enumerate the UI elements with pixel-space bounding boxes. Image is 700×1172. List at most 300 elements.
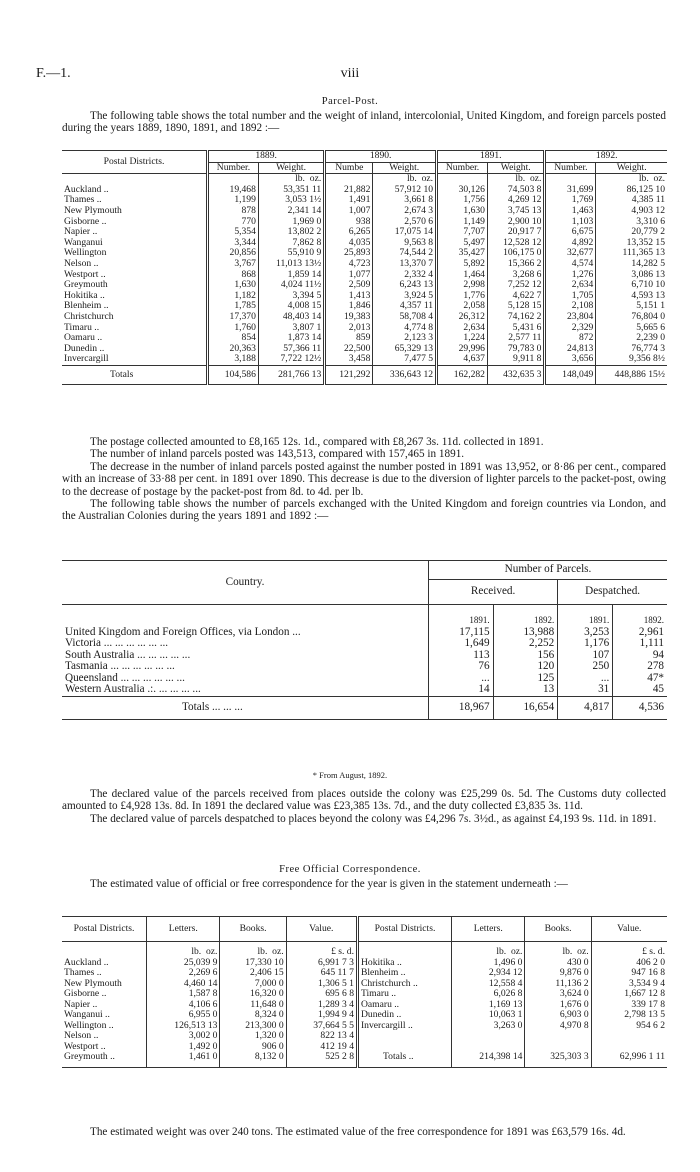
district-name: Napier .. [64, 226, 98, 238]
table-cell: 4,035 [325, 238, 373, 249]
table-cell: 13,988 [493, 627, 558, 639]
table-cell: 17,075 14 [373, 227, 437, 238]
table-row [62, 354, 667, 365]
table-cell: 2,123 3 [373, 333, 437, 344]
table-cell: 5,497 [437, 238, 488, 249]
district-name: Napier .. [64, 998, 98, 1010]
total-cell: 148,049 [545, 365, 596, 384]
district-name: Greymouth .. [64, 1051, 115, 1062]
table-cell: 1,306 5 1 [286, 979, 357, 990]
table-cell: 13,802 2 [258, 227, 324, 238]
table-cell: 1,630 [208, 280, 259, 291]
inland-parcels-paragraph: The number of inland parcels posted was 143,513, compared with 157,465 in 1891. [90, 448, 465, 461]
table-cell: 2,577 11 [487, 333, 544, 344]
country-name: United Kingdom and Foreign Offices, via London ... [65, 625, 301, 638]
parcel-intro-text: The following table shows the total number and the weight of inland, intercolonial, United Kingdom, and foreign parcels posted during the years 1889, 1890, 1891, and 1892 :— [62, 110, 666, 135]
table-cell: 2,108 [545, 301, 596, 312]
table-cell: 2,269 6 [147, 968, 220, 979]
table-cell: 11,013 13½ [258, 259, 324, 270]
col-despatched: Despatched. [558, 580, 667, 605]
table-cell: 21,882 [325, 185, 373, 196]
table-cell: 3,767 [208, 259, 259, 270]
totals-row [62, 365, 667, 384]
totals-label: Totals [110, 368, 134, 380]
table-cell: 13 [493, 684, 558, 696]
table-cell: 1,077 [325, 270, 373, 281]
district-name: Nelson .. [64, 1030, 99, 1041]
totals-label: Totals ... ... ... [182, 701, 243, 714]
table-cell: 6,026 8 [451, 989, 524, 1000]
year-label: 1891. [429, 605, 494, 627]
table-cell: 25,039 9 [147, 958, 220, 969]
table-cell: 1,176 [558, 638, 613, 650]
table-cell: 1,320 0 [220, 1031, 286, 1042]
table-cell: 3,268 6 [487, 270, 544, 281]
table-cell: 4,460 14 [147, 979, 220, 990]
table-cell: 65,329 13 [373, 344, 437, 355]
table-cell: 12,558 4 [451, 979, 524, 990]
table-cell: 15,366 2 [487, 259, 544, 270]
table-cell: 1,289 3 4 [286, 1000, 357, 1011]
table-cell [591, 1031, 667, 1042]
table-cell: 278 [613, 661, 667, 673]
table-cell: 1,630 [437, 206, 488, 217]
table-row [62, 989, 667, 1000]
table-cell: 2,013 [325, 323, 373, 334]
year-label: 1891. [558, 605, 613, 627]
table-cell: 2,934 12 [451, 968, 524, 979]
country-name: Western Australia .:. ... ... ... ... [65, 683, 201, 696]
table-cell: 53,351 11 [258, 185, 324, 196]
district-name: Wanganui [64, 236, 103, 248]
table-cell: 1,169 13 [451, 1000, 524, 1011]
table-cell: 7,252 12 [487, 280, 544, 291]
table-row [62, 684, 667, 696]
table-cell: 4,574 [545, 259, 596, 270]
district-name: Nelson .. [64, 257, 99, 269]
table-cell: 3,458 [325, 354, 373, 365]
col-value: Value. [591, 917, 667, 942]
table-cell: 1,760 [208, 323, 259, 334]
free-intro-text: The estimated value of official or free correspondence for the year is given in the statement underneath :— [90, 878, 568, 890]
table-cell: 120 [493, 661, 558, 673]
parcel-post-title: Parcel-Post. [321, 96, 379, 107]
table-cell: 1,224 [437, 333, 488, 344]
table-cell: 106,175 0 [487, 248, 544, 259]
sub-weight: Weight. [596, 162, 667, 174]
table-cell: 4,723 [325, 259, 373, 270]
table-cell: 47* [613, 673, 667, 685]
district-name: Westport .. [64, 1040, 106, 1052]
table-cell: 2,900 10 [487, 217, 544, 228]
table-cell: 14 [429, 684, 494, 696]
table-cell: 525 2 8 [286, 1052, 357, 1063]
table-cell: 339 17 8 [591, 1000, 667, 1011]
district-name: Blenheim .. [357, 968, 451, 979]
table-cell: 6,710 10 [596, 280, 667, 291]
table-cell: ... [558, 673, 613, 685]
closing-paragraph [62, 1126, 666, 1138]
table-cell: 1,873 14 [258, 333, 324, 344]
table-cell: 16,320 0 [220, 989, 286, 1000]
sub-number: Number. [208, 162, 259, 174]
table-cell: 6,243 13 [373, 280, 437, 291]
table-cell [451, 1063, 524, 1068]
parcel-intro [62, 110, 666, 135]
table-cell: 76 [429, 661, 494, 673]
table-cell: 4,008 15 [258, 301, 324, 312]
total-cell: 62,996 1 11 [591, 1052, 667, 1063]
table-cell: 31,699 [545, 185, 596, 196]
table-cell: 2,239 0 [596, 333, 667, 344]
table-cell: 7,477 5 [373, 354, 437, 365]
table-cell: 822 13 4 [286, 1031, 357, 1042]
table-cell [451, 1031, 524, 1042]
district-name: Wellington .. [64, 1019, 114, 1031]
table-cell: 695 6 8 [286, 989, 357, 1000]
year-label: 1892. [493, 605, 558, 627]
table-cell: 5,128 15 [487, 301, 544, 312]
table-cell: 7,707 [437, 227, 488, 238]
table-cell: 2,674 3 [373, 206, 437, 217]
table-cell: 4,269 12 [487, 195, 544, 206]
unit-label: £ s. d. [591, 942, 667, 958]
table-cell: 24,813 [545, 344, 596, 355]
district-name: Dunedin .. [64, 342, 105, 354]
table-cell: 111,365 13 [596, 248, 667, 259]
totals-row [62, 697, 667, 720]
table-cell: 406 2 0 [591, 958, 667, 969]
col-year-1889: 1889. [208, 151, 325, 163]
district-name: Timaru .. [357, 989, 451, 1000]
table-cell: 1,667 12 8 [591, 989, 667, 1000]
table-cell: 55,910 9 [258, 248, 324, 259]
district-name: Christchurch [64, 310, 114, 322]
unit-label: lb. oz. [147, 942, 220, 958]
table-cell: 4,385 11 [596, 195, 667, 206]
table-cell: 20,856 [208, 248, 259, 259]
district-name: Auckland .. [64, 956, 109, 968]
col-year-1890: 1890. [325, 151, 437, 163]
table-cell: 2,798 13 5 [591, 1010, 667, 1021]
table-cell: 6,955 0 [147, 1010, 220, 1021]
table-cell: 17,115 [429, 627, 494, 639]
table-cell [525, 1031, 591, 1042]
table-cell: 25,893 [325, 248, 373, 259]
table-cell: 74,503 8 [487, 185, 544, 196]
table-row [62, 1031, 667, 1042]
table-cell: 1,859 14 [258, 270, 324, 281]
table-cell: 57,912 10 [373, 185, 437, 196]
total-cell: 16,654 [493, 697, 558, 720]
table-cell: 1,492 0 [147, 1042, 220, 1053]
district-name: Invercargill .. [357, 1021, 451, 1032]
table-cell: 3,053 1½ [258, 195, 324, 206]
table-cell: 1,776 [437, 291, 488, 302]
table-cell: 430 0 [525, 958, 591, 969]
table-cell: 412 19 4 [286, 1042, 357, 1053]
total-cell: 162,282 [437, 365, 488, 384]
table-cell: 9,563 8 [373, 238, 437, 249]
table-cell: 79,783 0 [487, 344, 544, 355]
district-name: New Plymouth [64, 977, 122, 989]
table-cell: 1,103 [545, 217, 596, 228]
exchange-footnote: * From August, 1892. [312, 770, 388, 780]
table-cell: 17,330 10 [220, 958, 286, 969]
table-cell: 31 [558, 684, 613, 696]
col-value: Value. [286, 917, 357, 942]
table-cell: 19,383 [325, 312, 373, 323]
table-cell: 2,341 14 [258, 206, 324, 217]
table-row [62, 968, 667, 979]
table-cell: 1,756 [437, 195, 488, 206]
parcel-post-table [62, 150, 667, 385]
table-cell: 1,496 0 [451, 958, 524, 969]
col-postal-districts: Postal Districts. [73, 922, 135, 934]
table-cell: 22,500 [325, 344, 373, 355]
table-cell: 3,807 1 [258, 323, 324, 334]
total-cell: 448,886 15½ [596, 365, 667, 384]
col-received: Received. [429, 580, 558, 605]
exchange-table [62, 560, 667, 720]
country-name: South Australia ... ... ... ... ... [65, 648, 191, 661]
district-name: Christchurch .. [357, 979, 451, 990]
exchange-intro-paragraph: The following table shows the number of parcels exchanged with the United Kingdom and foreign countries via London, and the Australian Colonies during the years 1891 and 1892 :— [62, 498, 666, 523]
table-cell: 878 [208, 206, 259, 217]
table-cell: 1,463 [545, 206, 596, 217]
district-name: Dunedin .. [357, 1010, 451, 1021]
table-cell: 35,427 [437, 248, 488, 259]
table-cell: 11,136 2 [525, 979, 591, 990]
table-cell: 1,007 [325, 206, 373, 217]
table-cell: 7,000 0 [220, 979, 286, 990]
col-postal-districts: Postal Districts. [357, 917, 451, 942]
table-cell: 3,656 [545, 354, 596, 365]
table-bottom-rule [62, 1063, 667, 1068]
table-cell: 7,722 12½ [258, 354, 324, 365]
table-cell: 9,876 0 [525, 968, 591, 979]
table-row [62, 259, 667, 270]
table-cell: 1,785 [208, 301, 259, 312]
table-cell: 58,708 4 [373, 312, 437, 323]
table-cell: 37,664 5 5 [286, 1021, 357, 1032]
table-row [62, 206, 667, 217]
table-cell: 19,468 [208, 185, 259, 196]
table-cell: 3,253 [558, 627, 613, 639]
table-cell: 1,649 [429, 638, 494, 650]
district-name: Hokitika .. [357, 958, 451, 969]
table-cell: 74,544 2 [373, 248, 437, 259]
table-cell [147, 1063, 220, 1068]
total-cell: 121,292 [325, 365, 373, 384]
table-row [62, 638, 667, 650]
free-intro [62, 878, 666, 890]
table-cell: 32,677 [545, 248, 596, 259]
country-name: Queensland ... ... ... ... ... ... [65, 671, 185, 684]
table-cell: 3,924 5 [373, 291, 437, 302]
unit-label: lb. oz. [258, 174, 324, 185]
postage-paragraph: The postage collected amounted to £8,165 12s. 1d., compared with £8,267 3s. 11d. collected in 1891. [90, 436, 544, 448]
paragraphs-2 [62, 788, 666, 825]
table-cell: 1,705 [545, 291, 596, 302]
col-letters: Letters. [147, 917, 220, 942]
unit-label: lb. oz. [596, 174, 667, 185]
table-cell: 13,352 15 [596, 238, 667, 249]
table-cell: 250 [558, 661, 613, 673]
table-cell: ... [429, 673, 494, 685]
total-cell: 4,817 [558, 697, 613, 720]
table-cell: 2,058 [437, 301, 488, 312]
despatched-value-paragraph: The declared value of parcels despatched to places beyond the colony was £4,296 7s. 3½d., as against £4,193 9s. 11d. in 1891. [90, 812, 657, 825]
table-cell: 57,366 11 [258, 344, 324, 355]
sub-number: Number. [437, 162, 488, 174]
table-cell: 14,282 5 [596, 259, 667, 270]
district-name: Oamaru .. [64, 332, 103, 344]
district-name: Thames .. [64, 967, 102, 978]
table-cell: 3,188 [208, 354, 259, 365]
col-letters: Letters. [451, 917, 524, 942]
table-cell: 29,996 [437, 344, 488, 355]
table-row [62, 1010, 667, 1021]
district-name: Blenheim .. [64, 300, 109, 312]
document-reference: F.—1. [36, 66, 71, 81]
table-cell: 5,151 1 [596, 301, 667, 312]
table-cell: 20,917 7 [487, 227, 544, 238]
table-cell: 2,406 15 [220, 968, 286, 979]
table-cell: 4,593 13 [596, 291, 667, 302]
district-name: Hokitika .. [64, 289, 105, 301]
unit-label: lb. oz. [220, 942, 286, 958]
table-cell: 2,332 4 [373, 270, 437, 281]
table-cell: 3,661 8 [373, 195, 437, 206]
paragraphs-1 [62, 436, 666, 523]
district-name: Greymouth [64, 279, 108, 291]
district-name: Thames .. [64, 194, 102, 206]
district-name [357, 1031, 451, 1042]
country-name: Victoria ... ... ... ... ... ... [65, 637, 169, 650]
table-cell: 1,587 8 [147, 989, 220, 1000]
col-year-1892: 1892. [545, 151, 667, 163]
table-cell: 26,312 [437, 312, 488, 323]
table-cell: 20,363 [208, 344, 259, 355]
table-cell: 1,199 [208, 195, 259, 206]
table-cell: 3,002 0 [147, 1031, 220, 1042]
sub-number: Numbe [325, 162, 373, 174]
district-name: New Plymouth [64, 204, 122, 216]
table-cell: 854 [208, 333, 259, 344]
table-row [62, 1052, 667, 1063]
table-row [62, 1021, 667, 1032]
table-cell: 6,991 7 3 [286, 958, 357, 969]
table-cell: 1,464 [437, 270, 488, 281]
table-cell: 94 [613, 650, 667, 662]
table-cell: 107 [558, 650, 613, 662]
table-cell: 3,745 13 [487, 206, 544, 217]
total-cell: 325,303 3 [525, 1052, 591, 1063]
col-books: Books. [220, 917, 286, 942]
col-number-of-parcels: Number of Parcels. [429, 561, 668, 580]
table-cell: 125 [493, 673, 558, 685]
sub-number: Number. [545, 162, 596, 174]
table-cell [62, 1063, 147, 1068]
table-cell: 4,357 11 [373, 301, 437, 312]
table-cell: 4,637 [437, 354, 488, 365]
table-cell: 11,648 0 [220, 1000, 286, 1011]
sub-weight: Weight. [258, 162, 324, 174]
table-cell: 3,310 6 [596, 217, 667, 228]
district-name: Wanganui .. [64, 1009, 110, 1020]
table-cell: 7,862 8 [258, 238, 324, 249]
table-cell: 86,125 10 [596, 185, 667, 196]
table-cell: 8,324 0 [220, 1010, 286, 1021]
unit-label: £ s. d. [286, 942, 357, 958]
table-cell: 954 6 2 [591, 1021, 667, 1032]
table-cell: 1,969 0 [258, 217, 324, 228]
table-cell: 6,265 [325, 227, 373, 238]
district-name: Gisborne .. [64, 215, 107, 227]
table-cell: 2,509 [325, 280, 373, 291]
table-cell: 23,804 [545, 312, 596, 323]
table-cell: 2,570 6 [373, 217, 437, 228]
unit-label: lb. oz. [487, 174, 544, 185]
district-name: Wellington [64, 247, 107, 259]
total-cell: 336,643 12 [373, 365, 437, 384]
table-cell [220, 1063, 286, 1068]
table-cell: 1,461 0 [147, 1052, 220, 1063]
table-cell: 6,903 0 [525, 1010, 591, 1021]
table-cell: 6,675 [545, 227, 596, 238]
table-cell: 938 [325, 217, 373, 228]
table-cell: 5,431 6 [487, 323, 544, 334]
table-cell: 2,634 [545, 280, 596, 291]
free-correspondence-title: Free Official Correspondence. [279, 864, 421, 875]
table-cell: 4,106 6 [147, 1000, 220, 1011]
district-name: Invercargill [64, 353, 109, 365]
table-cell: 213,300 0 [220, 1021, 286, 1032]
table-cell: 74,162 2 [487, 312, 544, 323]
closing-text: The estimated weight was over 240 tons. The estimated value of the free correspondence for 1891 was £63,579 16s. 4d. [90, 1126, 626, 1138]
table-cell: 1,994 9 4 [286, 1010, 357, 1021]
table-cell: 4,774 8 [373, 323, 437, 334]
table-cell: 45 [613, 684, 667, 696]
table-cell: 9,911 8 [487, 354, 544, 365]
table-cell: 1,413 [325, 291, 373, 302]
col-country: Country. [225, 575, 265, 588]
table-cell [357, 1063, 451, 1068]
unit-label: lb. oz. [373, 174, 437, 185]
unit-label: lb. oz. [525, 942, 591, 958]
sub-weight: Weight. [487, 162, 544, 174]
table-cell: 1,149 [437, 217, 488, 228]
sub-weight: Weight. [373, 162, 437, 174]
table-cell: 3,263 0 [451, 1021, 524, 1032]
totals-label: Totals .. [357, 1052, 451, 1063]
table-cell: 2,329 [545, 323, 596, 334]
table-cell: 156 [493, 650, 558, 662]
total-cell: 432,635 3 [487, 365, 544, 384]
table-cell: 13,370 7 [373, 259, 437, 270]
table-cell: 20,779 2 [596, 227, 667, 238]
table-cell: 947 16 8 [591, 968, 667, 979]
table-cell [591, 1063, 667, 1068]
table-cell: 1,846 [325, 301, 373, 312]
table-cell: 3,624 0 [525, 989, 591, 1000]
declared-value-paragraph: The declared value of the parcels received from places outside the colony was £25,299 0s. 5d. The Customs duty collected amounted to £4,928 13s. 8d. In 1891 the declared value was £23,385 13s. 7d., and the duty collected £3,835 3s. 11d. [62, 788, 666, 813]
col-postal-districts: Postal Districts. [103, 155, 165, 167]
table-cell: 12,528 12 [487, 238, 544, 249]
table-cell: 30,126 [437, 185, 488, 196]
table-cell: 3,534 9 4 [591, 979, 667, 990]
